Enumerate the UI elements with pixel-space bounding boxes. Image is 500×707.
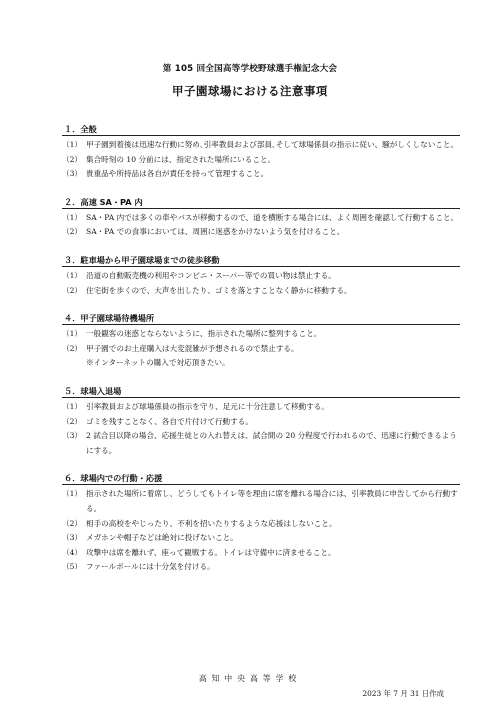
item-number: （1）	[62, 212, 83, 222]
school-name: 高知中央高等学校	[198, 674, 302, 683]
page-title: 甲子園球場における注意事項	[172, 84, 328, 98]
item-text: 一般観客の迷惑とならないように、指示された場所に整列すること。	[86, 329, 322, 339]
item-text: 沿道の自動販売機の利用やコンビニ・スーパー等での買い物は禁止する。	[86, 270, 336, 280]
section-heading: １．全般	[62, 124, 460, 136]
item-text: 甲子園到着後は迅速な行動に努め､引率教員および部員､そして球場係員の指示に従い、騒がしくしないこと。	[86, 140, 459, 149]
item-number: （3）	[62, 533, 83, 543]
list-item	[62, 211, 460, 226]
item-number: （1）	[62, 270, 83, 280]
list-item	[62, 269, 460, 284]
section-heading: ２．高速 SA・PA 内	[62, 197, 460, 209]
list-item	[62, 546, 460, 561]
item-number: （2）	[62, 343, 83, 353]
list-item	[62, 560, 460, 575]
item-number: （2）	[62, 416, 83, 426]
item-text: 2 試合目以降の場合、応援生徒との入れ替えは、試合間の 20 分程度で行われるので、迅速に行動できるようにする。	[86, 431, 457, 455]
item-note: ※インターネットの購入で対応頂きたい。	[86, 358, 230, 368]
item-number: （2）	[62, 285, 83, 295]
item-text: 引率教員および球場係員の指示を守り、足元に十分注意して移動する。	[86, 401, 329, 411]
list-item	[62, 153, 460, 168]
item-text: 攻撃中は席を離れず、座って観戦する。トイレは守備中に済ませること。	[86, 547, 336, 557]
list-item	[62, 400, 460, 415]
item-text: SA・PA 内では多くの車やバスが移動するので、道を横断する場合には、よく周囲を確認して行動すること。	[86, 212, 459, 222]
section-stadium-conduct	[62, 473, 460, 575]
list-item	[62, 284, 460, 299]
list-item	[62, 531, 460, 546]
item-text: 集合時刻の 10 分前には、指定された場所にいること。	[86, 154, 276, 164]
item-number: （1）	[62, 140, 83, 149]
section-heading: ６．球場内での行動・応援	[62, 473, 460, 485]
item-number: （5）	[62, 562, 83, 572]
list-item	[62, 487, 460, 516]
list-item	[62, 225, 460, 240]
event-name: 第 105 回全国高等学校野球選手権記念大会	[162, 64, 338, 74]
item-number: （2）	[62, 154, 83, 164]
section-waiting-area	[62, 313, 460, 371]
section-highway-sa-pa	[62, 197, 460, 240]
item-text: SA・PA での食事においては、周囲に迷惑をかけないよう気を付けること。	[86, 227, 345, 237]
item-text: 甲子園でのお土産購入は大変混雑が予想されるので禁止する。	[86, 343, 299, 353]
list-item	[62, 517, 460, 532]
list-item	[62, 415, 460, 430]
list-item	[62, 167, 460, 182]
item-text: 相手の高校をやじったり、不利を招いたりするような応援はしないこと。	[86, 518, 337, 528]
list-item	[62, 138, 460, 153]
item-number: （2）	[62, 227, 83, 237]
item-text: 住宅街を歩くので、大声を出したり、ゴミを落とすことなく静かに移動する。	[86, 285, 352, 295]
section-heading: ５．球場入退場	[62, 386, 460, 398]
item-number: （2）	[62, 518, 83, 528]
item-text: ゴミを残すことなく、各自で片付けて行動する。	[86, 416, 253, 426]
section-walking	[62, 255, 460, 298]
item-text: 貴重品や所持品は各自が責任を持って管理すること。	[86, 169, 269, 179]
item-number: （1）	[62, 401, 83, 411]
section-heading: ４．甲子園球場待機場所	[62, 313, 460, 325]
section-general	[62, 124, 460, 182]
item-text: 指示された場所に着席し、どうしてもトイレ等を理由に席を離れる場合には、引率教員に申告してから行動する。	[86, 489, 458, 513]
item-number: （1）	[62, 329, 83, 339]
item-number: （3）	[62, 431, 83, 441]
section-heading: ３．駐車場から甲子園球場までの徒歩移動	[62, 255, 460, 267]
list-item	[62, 342, 460, 357]
section-entry-exit	[62, 386, 460, 458]
created-date: 2023 年 7 月 31 日作成	[362, 689, 444, 698]
item-number: （1）	[62, 489, 83, 499]
item-text: ファールボールには十分気を付ける。	[86, 562, 215, 572]
list-item	[62, 327, 460, 342]
item-number: （3）	[62, 169, 83, 179]
item-text: メガホンや帽子などは絶対に投げないこと。	[86, 533, 238, 543]
item-number: （4）	[62, 547, 83, 557]
notice-body	[62, 124, 460, 590]
list-item	[62, 429, 460, 458]
